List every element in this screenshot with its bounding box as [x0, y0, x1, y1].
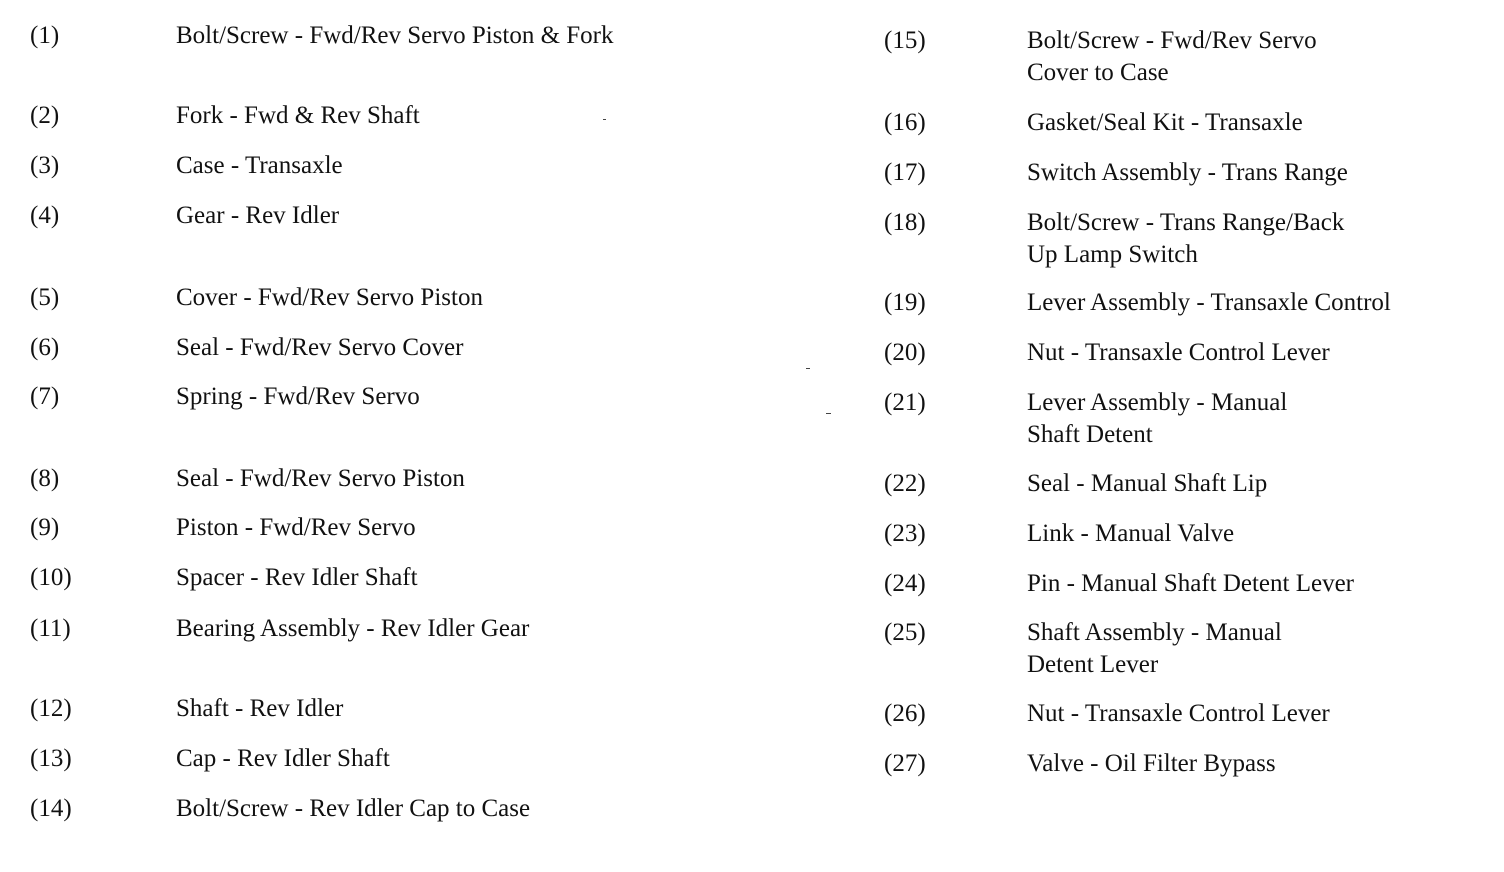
part-description — [1027, 207, 1344, 271]
part-description-line: Valve - Oil Filter Bypass — [1027, 750, 1276, 777]
part-description-line: Seal - Fwd/Rev Servo Cover — [176, 334, 464, 361]
scan-speck — [826, 413, 831, 414]
part-description-line: Seal - Fwd/Rev Servo Piston — [176, 465, 465, 492]
part-number: (25) — [884, 619, 926, 646]
part-description-line: Gasket/Seal Kit - Transaxle — [1027, 109, 1303, 136]
part-number: (9) — [30, 514, 60, 541]
part-number: (11) — [30, 615, 71, 642]
part-description — [1027, 337, 1330, 369]
part-description — [1027, 617, 1282, 681]
part-number: (16) — [884, 109, 926, 136]
part-description — [176, 793, 530, 825]
part-description-line: Lever Assembly - Transaxle Control — [1027, 289, 1391, 316]
part-number: (4) — [30, 202, 60, 229]
part-number: (26) — [884, 700, 926, 727]
part-number: (17) — [884, 159, 926, 186]
part-description-line: Spring - Fwd/Rev Servo — [176, 383, 420, 410]
part-description — [176, 693, 343, 725]
part-description — [176, 613, 529, 645]
part-description-line: Link - Manual Valve — [1027, 520, 1235, 547]
part-description-line: Detent Lever — [1027, 651, 1159, 678]
part-description-line: Bearing Assembly - Rev Idler Gear — [176, 615, 530, 642]
part-description-line: Seal - Manual Shaft Lip — [1027, 470, 1268, 497]
part-description — [1027, 568, 1354, 600]
part-description — [1027, 698, 1330, 730]
part-description-line: Cover - Fwd/Rev Servo Piston — [176, 284, 483, 311]
part-number: (10) — [30, 564, 72, 591]
part-description-line: Up Lamp Switch — [1027, 241, 1198, 268]
part-description-line: Gear - Rev Idler — [176, 202, 340, 229]
part-description — [176, 200, 339, 232]
part-description — [1027, 387, 1287, 451]
part-number: (12) — [30, 695, 72, 722]
part-description — [176, 463, 465, 495]
part-description-line: Pin - Manual Shaft Detent Lever — [1027, 570, 1354, 597]
part-description-line: Bolt/Screw - Trans Range/Back — [1027, 209, 1345, 236]
part-number: (24) — [884, 570, 926, 597]
part-description-line: Switch Assembly - Trans Range — [1027, 159, 1348, 186]
part-number: (21) — [884, 389, 926, 416]
part-description — [176, 332, 463, 364]
part-number: (3) — [30, 152, 60, 179]
part-description-line: Piston - Fwd/Rev Servo — [176, 514, 416, 541]
part-description-line: Shaft Detent — [1027, 421, 1153, 448]
part-description — [1027, 748, 1276, 780]
part-description — [176, 150, 343, 182]
part-number: (5) — [30, 284, 60, 311]
part-description — [1027, 107, 1303, 139]
part-number: (23) — [884, 520, 926, 547]
part-description-line: Bolt/Screw - Fwd/Rev Servo Piston & Fork — [176, 22, 614, 49]
scan-speck — [806, 368, 810, 369]
part-number: (8) — [30, 465, 60, 492]
part-description — [1027, 25, 1317, 89]
part-number: (22) — [884, 470, 926, 497]
part-description — [176, 100, 420, 132]
part-number: (14) — [30, 795, 72, 822]
part-description — [176, 743, 390, 775]
part-number: (13) — [30, 745, 72, 772]
part-description — [176, 20, 614, 52]
part-description-line: Bolt/Screw - Rev Idler Cap to Case — [176, 795, 531, 822]
part-number: (27) — [884, 750, 926, 777]
part-number: (2) — [30, 102, 60, 129]
part-description — [1027, 518, 1234, 550]
part-description-line: Shaft - Rev Idler — [176, 695, 344, 722]
part-description-line: Fork - Fwd & Rev Shaft — [176, 102, 420, 129]
part-number: (7) — [30, 383, 60, 410]
part-description-line: Lever Assembly - Manual — [1027, 389, 1288, 416]
part-number: (20) — [884, 339, 926, 366]
part-description — [1027, 468, 1267, 500]
part-description-line: Case - Transaxle — [176, 152, 343, 179]
part-description — [1027, 157, 1348, 189]
part-description — [176, 381, 420, 413]
part-description — [176, 282, 483, 314]
part-description-line: Spacer - Rev Idler Shaft — [176, 564, 418, 591]
part-description — [176, 512, 416, 544]
part-description-line: Cap - Rev Idler Shaft — [176, 745, 390, 772]
part-description — [1027, 287, 1391, 319]
part-number: (19) — [884, 289, 926, 316]
part-description — [176, 562, 418, 594]
part-description-line: Cover to Case — [1027, 59, 1169, 86]
part-description-line: Shaft Assembly - Manual — [1027, 619, 1282, 646]
part-number: (6) — [30, 334, 60, 361]
part-number: (1) — [30, 22, 60, 49]
part-description-line: Nut - Transaxle Control Lever — [1027, 339, 1330, 366]
scan-speck — [603, 119, 606, 120]
part-number: (18) — [884, 209, 926, 236]
part-description-line: Nut - Transaxle Control Lever — [1027, 700, 1330, 727]
part-number: (15) — [884, 27, 926, 54]
part-description-line: Bolt/Screw - Fwd/Rev Servo — [1027, 27, 1317, 54]
